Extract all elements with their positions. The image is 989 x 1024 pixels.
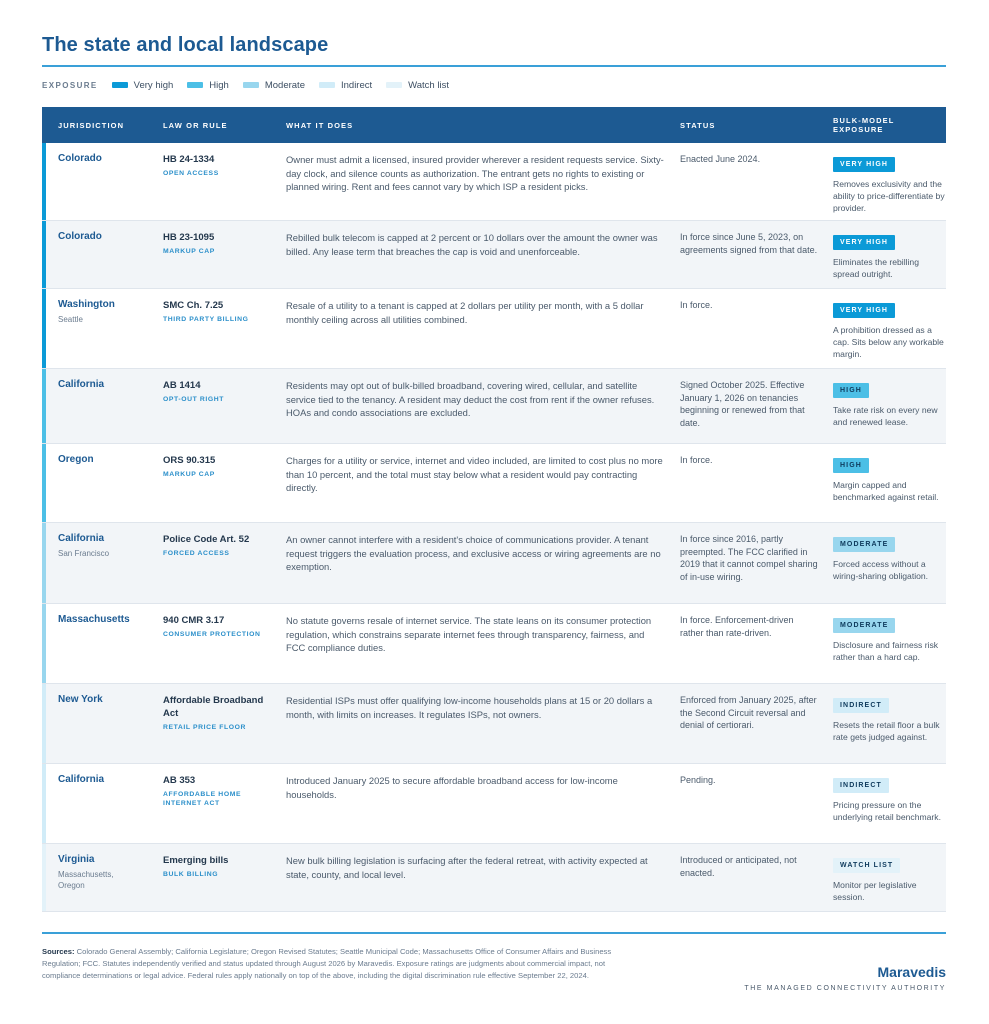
exposure-bar	[42, 684, 46, 763]
legend-item-label: Indirect	[340, 79, 373, 91]
exposure-note: Eliminates the rebilling spread outright.	[833, 257, 919, 279]
what-it-does: New bulk billing legislation is surfacing after the federal retreat, with activity expected at state, county, and local level.	[286, 855, 648, 880]
legend-item-moderate	[243, 80, 305, 91]
exposure-note: Disclosure and fairness risk rather than a hard cap.	[833, 640, 939, 662]
status: In force.	[680, 300, 713, 310]
jurisdiction	[58, 533, 109, 559]
table-row	[42, 523, 946, 604]
exposure-note: Resets the retail floor a bulk rate gets judged against.	[833, 720, 940, 742]
what-it-does: Resale of a utility to a tenant is capped at 2 dollars per utility per month, with a 5 dollar monthly ceiling across all utilities combined.	[286, 300, 644, 325]
law-name: SMC Ch. 7.25	[163, 300, 224, 311]
legend-swatch	[386, 82, 402, 88]
law	[163, 231, 273, 256]
law-tag: AFFORDABLE HOME INTERNET ACT	[163, 791, 242, 807]
law	[163, 774, 273, 808]
jurisdiction-name: Massachusetts	[58, 614, 130, 625]
jurisdiction-name: New York	[58, 694, 103, 705]
law-name: Emerging bills	[163, 855, 229, 866]
law	[163, 533, 273, 558]
law-name: HB 23-1095	[163, 232, 215, 243]
law-name: HB 24-1334	[163, 154, 215, 165]
jurisdiction-name: Oregon	[58, 454, 94, 465]
jurisdiction	[58, 454, 94, 465]
table-row	[42, 844, 946, 912]
exposure-bar	[42, 444, 46, 522]
brand-tagline: THE MANAGED CONNECTIVITY AUTHORITY	[744, 985, 946, 992]
jurisdiction-name: Colorado	[58, 231, 102, 242]
jurisdiction	[58, 614, 130, 625]
legend-swatch	[112, 82, 128, 88]
jurisdiction-sub: Massachusetts, Oregon	[58, 870, 114, 890]
exposure-badge: INDIRECT	[833, 778, 889, 793]
exposure-note: Monitor per legislative session.	[833, 880, 917, 902]
table-row	[42, 604, 946, 684]
status: Pending.	[680, 775, 716, 785]
exposure-note: Removes exclusivity and the ability to price-differentiate by provider.	[833, 179, 945, 213]
legend-item-label: Watch list	[408, 79, 449, 91]
exposure-note: Margin capped and benchmarked against retail.	[833, 480, 939, 502]
law	[163, 153, 273, 178]
law-tag: OPT-OUT RIGHT	[163, 396, 225, 403]
table-row	[42, 764, 946, 844]
exposure-bar	[42, 764, 46, 843]
exposure-badge: MODERATE	[833, 618, 895, 633]
law	[163, 299, 273, 324]
jurisdiction	[58, 694, 103, 705]
what-it-does: An owner cannot interfere with a resident's choice of communications provider. A tenant request triggers the evaluation process, and exclusive access or wiring agreements are no exemption.	[286, 534, 661, 572]
jurisdiction-sub: Seattle	[58, 315, 83, 324]
law-name: AB 353	[163, 775, 196, 786]
footer-divider	[42, 932, 946, 934]
law-tag: CONSUMER PROTECTION	[163, 631, 261, 638]
exposure	[833, 774, 945, 823]
exposure-badge: VERY HIGH	[833, 235, 895, 250]
exposure-bar	[42, 221, 46, 288]
exposure-badge: INDIRECT	[833, 698, 889, 713]
table-header	[42, 107, 946, 143]
what-it-does: No statute governs resale of internet service. The state leans on its consumer protection regulation, which constrains separate internet fees through transparency, fairness, and FCC compliance duties.	[286, 615, 652, 653]
law-name: Affordable Broadband Act	[163, 695, 264, 719]
page-title: The state and local landscape	[42, 34, 329, 56]
what-it-does: Residents may opt out of bulk-billed broadband, covering wired, cellular, and satellite service tied to the tenancy. A resident may deduct the cost from rent if the owner refuses. HOAs and condo associations are excluded.	[286, 380, 655, 418]
legend-swatch	[243, 82, 259, 88]
jurisdiction-name: Virginia	[58, 854, 95, 865]
status: Signed October 2025. Effective January 1, 2026 on tenancies beginning or renewed from that date.	[680, 380, 805, 428]
jurisdiction-name: Colorado	[58, 153, 102, 164]
exposure-legend	[42, 78, 463, 92]
jurisdiction-name: California	[58, 379, 105, 390]
header-exposure-line-2: EXPOSURE	[833, 125, 884, 134]
exposure	[833, 153, 945, 214]
law-name: Police Code Art. 52	[163, 534, 250, 545]
legend-item-label: Moderate	[264, 79, 305, 91]
table-row	[42, 221, 946, 289]
exposure-note: A prohibition dressed as a cap. Sits below any workable margin.	[833, 325, 944, 359]
status: In force since June 5, 2023, on agreements signed from that date.	[680, 232, 818, 255]
legend-item-indirect	[319, 80, 372, 91]
table-row	[42, 369, 946, 444]
legend-item-high	[187, 80, 229, 91]
law-tag: OPEN ACCESS	[163, 170, 219, 177]
legend-label: EXPOSURE	[42, 80, 98, 90]
law-tag: MARKUP CAP	[163, 471, 215, 478]
law-name: AB 1414	[163, 380, 201, 391]
exposure-bar	[42, 369, 46, 443]
legend-item-label: High	[209, 79, 229, 91]
exposure	[833, 299, 945, 360]
exposure	[833, 454, 945, 503]
jurisdiction-name: California	[58, 533, 105, 544]
legend-item-watch-list	[386, 80, 449, 91]
exposure-badge: HIGH	[833, 458, 869, 473]
legend-swatch	[187, 82, 203, 88]
status: Introduced or anticipated, not enacted.	[680, 855, 797, 878]
jurisdiction	[58, 379, 104, 390]
status: Enforced from January 2025, after the Second Circuit reversal and denial of certiorari.	[680, 695, 817, 730]
jurisdiction-name: California	[58, 774, 105, 785]
exposure	[833, 231, 945, 280]
law	[163, 854, 273, 879]
header-exposure	[833, 116, 894, 134]
exposure	[833, 694, 945, 743]
jurisdiction	[58, 854, 138, 891]
exposure-bar	[42, 143, 46, 220]
header-jurisdiction: JURISDICTION	[58, 120, 125, 130]
jurisdiction-name: Washington	[58, 299, 115, 310]
sources-text: Colorado General Assembly; California Legislature; Oregon Revised Statutes; Seattle Municipal Code; Massachusetts Office of Consumer Affairs and Business Regulation; FCC. Statutes independently verified and status updated through August 2026 by Maravedis. Exposure ratings are judgments about commercial impact, not compliance determinations or legal advice. Federal rules apply nationally on top of the above, including the digital discrimination rule effective September 22, 2024.	[42, 947, 612, 980]
legend-item-very-high	[112, 80, 174, 91]
jurisdiction	[58, 153, 102, 164]
exposure	[833, 854, 945, 903]
title-divider	[42, 65, 946, 67]
what-it-does: Introduced January 2025 to secure affordable broadband access for low-income households.	[286, 775, 618, 800]
jurisdiction	[58, 299, 115, 325]
header-status: STATUS	[680, 120, 716, 130]
sources-note	[42, 946, 642, 982]
law-name: 940 CMR 3.17	[163, 615, 225, 626]
law	[163, 694, 273, 732]
header-law: LAW OR RULE	[163, 120, 228, 130]
legend-item-label: Very high	[133, 79, 174, 91]
exposure-note: Forced access without a wiring-sharing obligation.	[833, 559, 929, 581]
exposure-badge: HIGH	[833, 383, 869, 398]
exposure-bar	[42, 289, 46, 368]
law-tag: THIRD PARTY BILLING	[163, 316, 249, 323]
what-it-does: Owner must admit a licensed, insured provider wherever a resident requests service. Sixty-day clock, and silence counts as authorization. The entrant gets no rights to existing or planned wiring. Rent and fees cannot vary by which ISP a resident picks.	[286, 154, 664, 192]
exposure-badge: VERY HIGH	[833, 303, 895, 318]
law-tag: FORCED ACCESS	[163, 550, 230, 557]
status: Enacted June 2024.	[680, 154, 761, 164]
what-it-does: Charges for a utility or service, internet and video included, are limited to cost plus no more than 10 percent, and the total must stay below what a resident would pay contracting directly.	[286, 455, 663, 493]
table-row	[42, 444, 946, 523]
jurisdiction-sub: San Francisco	[58, 549, 110, 558]
exposure-note: Take rate risk on every new and renewed lease.	[833, 405, 938, 427]
law-tag: MARKUP CAP	[163, 248, 215, 255]
exposure	[833, 533, 945, 582]
exposure-note: Pricing pressure on the underlying retail benchmark.	[833, 800, 941, 822]
table-row	[42, 143, 946, 221]
law-name: ORS 90.315	[163, 455, 216, 466]
table-row	[42, 684, 946, 764]
law	[163, 379, 273, 404]
landscape-table	[42, 107, 946, 912]
exposure-badge: WATCH LIST	[833, 858, 900, 873]
header-what-it-does: WHAT IT DOES	[286, 120, 354, 130]
header-exposure-line-1: BULK-MODEL	[833, 116, 895, 125]
what-it-does: Rebilled bulk telecom is capped at 2 percent or 10 dollars over the amount the owner was billed. Any lease term that breaches the cap is void and unenforceable.	[286, 232, 658, 257]
table-row	[42, 289, 946, 369]
exposure-badge: MODERATE	[833, 537, 895, 552]
law	[163, 454, 273, 479]
exposure-bar	[42, 604, 46, 683]
law-tag: RETAIL PRICE FLOOR	[163, 724, 247, 731]
law	[163, 614, 273, 639]
jurisdiction	[58, 231, 102, 242]
exposure-bar	[42, 523, 46, 603]
exposure-bar	[42, 844, 46, 911]
status: In force since 2016, partly preempted. The FCC clarified in 2019 that it cannot compel sharing of in-use wiring.	[680, 534, 818, 582]
exposure	[833, 614, 945, 663]
legend-swatch	[319, 82, 335, 88]
brand-logo: Maravedis	[877, 964, 946, 980]
law-tag: BULK BILLING	[163, 871, 219, 878]
exposure-badge: VERY HIGH	[833, 157, 895, 172]
what-it-does: Residential ISPs must offer qualifying low-income households plans at 15 or 20 dollars a month, with limits on increases. It regulates ISPs, not owners.	[286, 695, 653, 720]
exposure	[833, 379, 945, 428]
status: In force. Enforcement-driven rather than rate-driven.	[680, 615, 794, 638]
status: In force.	[680, 455, 713, 465]
jurisdiction	[58, 774, 104, 785]
sources-label: Sources:	[42, 947, 75, 956]
